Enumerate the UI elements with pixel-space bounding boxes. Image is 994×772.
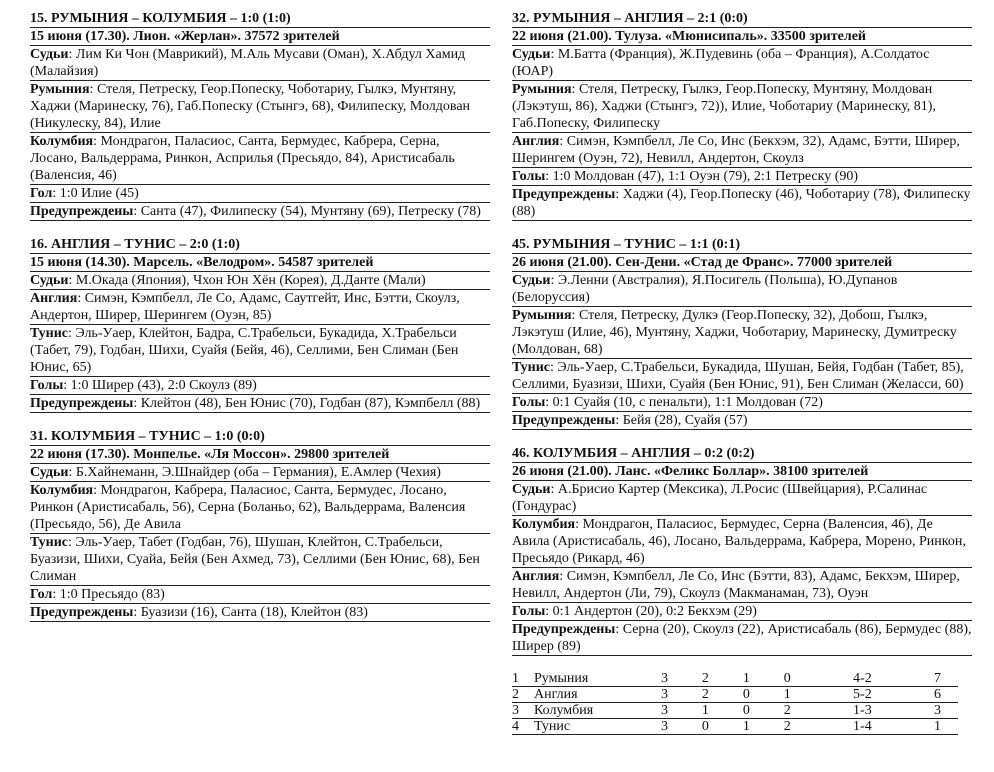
match-block [30,428,490,622]
lineup-line: Румыния: Стеля, Петреску, Дулкэ (Геор.Попеску, 32), Добош, Гылкэ, Лэкэтуш (Илие, 46), Мунтяну, Хаджи, Чоботариу, Маринеску, Думитреску (Молдован, 68) [512,307,972,359]
goals-line: Гол: 1:0 Илие (45) [30,185,490,203]
bookings-line: Предупреждены: Буазизи (16), Санта (18), Клейтон (83) [30,604,490,622]
right-column [512,10,972,735]
lineup-line: Румыния: Стеля, Петреску, Гылкэ, Геор.Попеску, Мунтяну, Молдован (Лэкэтуш, 86), Хаджи (Стынгэ, 72)), Илие, Чоботариу (Маринеску, 81), Габ.Попеску, Филипеску [512,81,972,133]
lineup-line: Англия: Симэн, Кэмпбелл, Ле Со, Инс (Бекхэм, 32), Адамс, Бэтти, Ширер, Шерингем (Оуэн, 72), Невилл, Андертон, Скоулз [512,133,972,168]
lineup-line: Англия: Симэн, Кэмпбелл, Ле Со, Инс (Бэтти, 83), Адамс, Бекхэм, Ширер, Невилл, Андертон (Ли, 79), Скоулз (Макманаман, 73), Оуэн [512,568,972,603]
lineup-line: Тунис: Эль-Уаер, Клейтон, Бадра, С.Трабельси, Букадида, Х.Трабельси (Табет, 79), Годбан, Шихи, Суайя (Бейя, 46), Селлими, Бен Слиман (Бен Юнис, 65) [30,325,490,377]
referees-line: Судьи: Э.Ленни (Австралия), Я.Посигель (Польша), Ю.Дупанов (Белоруссия) [512,272,972,307]
table-row: 3 Колумбия 3 1 0 2 1-3 3 [512,703,958,719]
match-title: 16. АНГЛИЯ – ТУНИС – 2:0 (1:0) [30,236,490,254]
match-date-venue: 26 июня (21.00). Ланс. «Феликс Боллар». 38100 зрителей [512,463,972,481]
table-row: 2 Англия 3 2 0 1 5-2 6 [512,687,958,703]
match-date-venue: 22 июня (17.30). Монпелье. «Ля Моссон». 29800 зрителей [30,446,490,464]
lineup-line: Тунис: Эль-Уаер, С.Трабельси, Букадида, Шушан, Бейя, Годбан (Табет, 85), Селлими, Буазизи, Шихи, Суайя (Бен Юнис, 91), Бен Слиман (Желасси, 60) [512,359,972,394]
match-title: 45. РУМЫНИЯ – ТУНИС – 1:1 (0:1) [512,236,972,254]
bookings-line: Предупреждены: Санта (47), Филипеску (54), Мунтяну (69), Петреску (78) [30,203,490,221]
referees-line: Судьи: М.Окада (Япония), Чхон Юн Хён (Корея), Д.Данте (Мали) [30,272,490,290]
match-block [512,445,972,656]
match-title: 15. РУМЫНИЯ – КОЛУМБИЯ – 1:0 (1:0) [30,10,490,28]
match-block [30,10,490,221]
referees-line: Судьи: А.Брисио Картер (Мексика), Л.Росис (Швейцария), Р.Салинас (Гондурас) [512,481,972,516]
match-date-venue: 22 июня (21.00). Тулуза. «Мюнисипаль». 33500 зрителей [512,28,972,46]
match-date-venue: 15 июня (17.30). Лион. «Жерлан». 37572 зрителей [30,28,490,46]
lineup-line: Румыния: Стеля, Петреску, Геор.Попеску, Чоботариу, Гылкэ, Мунтяну, Хаджи (Маринеску, 76), Габ.Попеску (Стынгэ, 68), Филипеску, Молдован (Никулеску, 84), Илие [30,81,490,133]
goals-line: Голы: 1:0 Ширер (43), 2:0 Скоулз (89) [30,377,490,395]
lineup-line: Колумбия: Мондрагон, Кабрера, Паласиос, Санта, Бермудес, Лосано, Ринкон (Аристисабаль, 56), Серна (Боланьо, 62), Вальдеррама, Валенсия (Пресьядо, 56), Де Авила [30,482,490,534]
match-date-venue: 26 июня (21.00). Сен-Дени. «Стад де Франс». 77000 зрителей [512,254,972,272]
goals-line: Голы: 1:0 Молдован (47), 1:1 Оуэн (79), 2:1 Петреску (90) [512,168,972,186]
lineup-line: Тунис: Эль-Уаер, Табет (Годбан, 76), Шушан, Клейтон, С.Трабельси, Буазизи, Шихи, Суайа, Бейя (Бен Ахмед, 73), Селлими (Бен Юнис, 68), Бен Слиман [30,534,490,586]
group-standings-table [512,671,958,735]
match-title: 32. РУМЫНИЯ – АНГЛИЯ – 2:1 (0:0) [512,10,972,28]
lineup-line: Колумбия: Мондрагон, Паласиос, Санта, Бермудес, Кабрера, Серна, Лосано, Вальдеррама, Ринкон, Асприлья (Пресьядо, 84), Аристисабаль (Валенсия, 46) [30,133,490,185]
lineup-line: Колумбия: Мондрагон, Паласиос, Бермудес, Серна (Валенсия, 46), Де Авила (Аристисабаль, 46), Лосано, Вальдеррама, Кабрера, Морено, Ринкон, Пресьядо (Рикард, 46) [512,516,972,568]
left-column [30,10,490,637]
match-title: 46. КОЛУМБИЯ – АНГЛИЯ – 0:2 (0:2) [512,445,972,463]
referees-line: Судьи: Лим Ки Чон (Маврикий), М.Аль Мусави (Оман), Х.Абдул Хамид (Малайзия) [30,46,490,81]
match-block [512,10,972,221]
match-block [512,236,972,430]
match-block [30,236,490,413]
match-date-venue: 15 июня (14.30). Марсель. «Велодром». 54587 зрителей [30,254,490,272]
goals-line: Гол: 1:0 Пресьядо (83) [30,586,490,604]
bookings-line: Предупреждены: Клейтон (48), Бен Юнис (70), Годбан (87), Кэмпбелл (88) [30,395,490,413]
bookings-line: Предупреждены: Бейя (28), Суайя (57) [512,412,972,430]
table-row: 1 Румыния 3 2 1 0 4-2 7 [512,671,958,687]
bookings-line: Предупреждены: Хаджи (4), Геор.Попеску (46), Чоботариу (78), Филипеску (88) [512,187,971,219]
table-row: 4 Тунис 3 0 1 2 1-4 1 [512,719,958,735]
goals-line: Голы: 0:1 Андертон (20), 0:2 Бекхэм (29) [512,603,972,621]
goals-line: Голы: 0:1 Суайя (10, с пенальти), 1:1 Молдован (72) [512,394,972,412]
lineup-line: Англия: Симэн, Кэмпбелл, Ле Со, Адамс, Саутгейт, Инс, Бэтти, Скоулз, Андертон, Ширер, Шерингем (Оуэн, 85) [30,290,490,325]
referees-line: Судьи: Б.Хайнеманн, Э.Шнайдер (оба – Германия), Е.Амлер (Чехия) [30,464,490,482]
match-title: 31. КОЛУМБИЯ – ТУНИС – 1:0 (0:0) [30,428,490,446]
bookings-line: Предупреждены: Серна (20), Скоулз (22), Аристисабаль (86), Бермудес (88), Ширер (89) [512,622,972,654]
referees-line: Судьи: М.Батта (Франция), Ж.Пудевинь (оба – Франция), А.Солдатос (ЮАР) [512,46,972,81]
